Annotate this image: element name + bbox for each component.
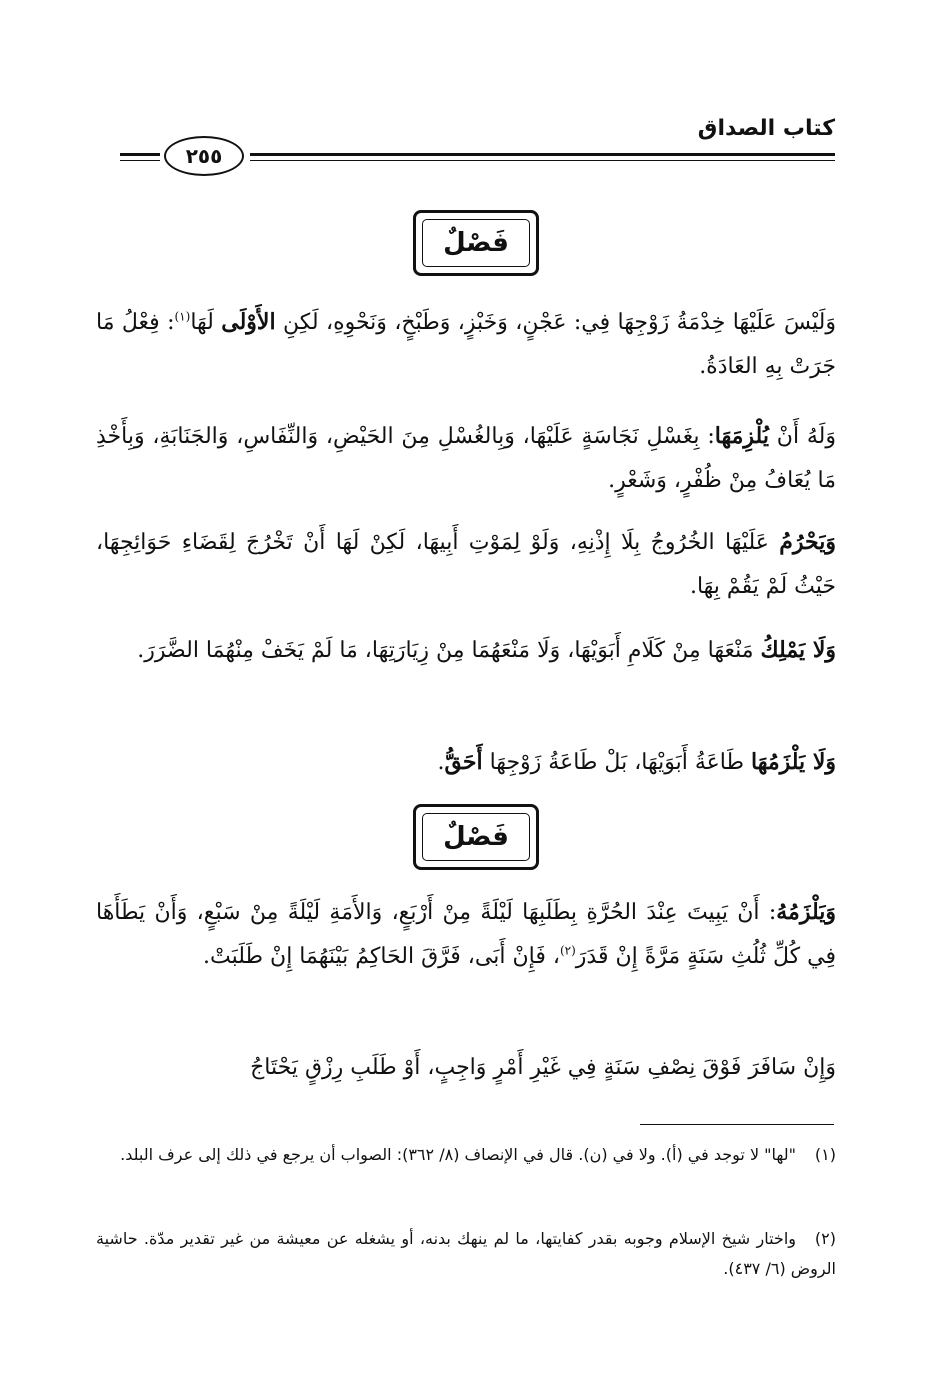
paragraph: [96, 740, 836, 785]
paragraph: [96, 1046, 836, 1090]
page-header: [120, 108, 835, 178]
footnote-ref: (١): [174, 309, 191, 324]
paragraph: [96, 520, 836, 609]
text-run: وَلَهُ أَنْ: [768, 424, 836, 449]
keyword: وَيَحْرُمُ: [779, 529, 836, 555]
section-heading: فَصْلٌ: [443, 822, 509, 852]
header-rule-thick: [250, 153, 835, 156]
section-heading-frame: [413, 210, 539, 276]
text-run: لَهَا: [190, 310, 222, 335]
header-rule-left-thick: [120, 153, 160, 156]
paragraph: [96, 300, 836, 389]
text-run: عَلَيْهَا الخُرُوجُ بِلَا إِذْنِهِ، وَلَوْ لِمَوْتِ أَبِيهَا، لَكِنْ لَهَا أَنْ تَخْرُجَ لِقَضَاءِ حَوَائِجِهَا، حَيْثُ لَمْ يَقُمْ بِهَا.: [96, 530, 836, 599]
footnote-text: واختار شيخ الإسلام وجوبه بقدر كفايتها، ما لم ينهك بدنه، أو يشغله عن معيشة من غير تقدير مدّة. حاشية الروض (٦/ ٤٣٧).: [96, 1229, 836, 1278]
text-run: وَإِنْ سَافَرَ فَوْقَ نِصْفِ سَنَةٍ فِي غَيْرِ أَمْرٍ وَاجِبٍ، أَوْ طَلَبِ رِزْقٍ يَحْتَاجُ: [250, 1055, 836, 1080]
footnote-text: "لها" لا توجد في (أ). ولا في (ن). قال في الإنصاف (٨/ ٣٦٢): الصواب أن يرجع في ذلك إلى عرف البلد.: [120, 1145, 796, 1164]
text-run: : بِغَسْلِ نَجَاسَةٍ عَلَيْهَا، وَبِالغُسْلِ مِنَ الحَيْضِ، وَالنِّفَاسِ، وَالجَنَابَةِ، وَبِأَخْذِ مَا يُعَافُ مِنْ ظُفْرٍ، وَشَعْرٍ.: [96, 424, 836, 493]
text-run: .: [437, 750, 445, 775]
keyword: أَحَقُّ: [444, 749, 483, 775]
text-run: ، فَإِنْ أَبَى، فَرَّقَ الحَاكِمُ بَيْنَهُمَا إِنْ طَلَبَتْ.: [203, 944, 560, 969]
header-rule-thin: [250, 160, 835, 161]
text-run: : فِعْلُ مَا جَرَتْ بِهِ العَادَةُ.: [96, 310, 836, 379]
text-run: مَنْعَهَا مِنْ كَلَامِ أَبَوَيْهَا، وَلَا مَنْعَهُمَا مِنْ زِيَارَتِهَا، مَا لَمْ يَخَفْ مِنْهُمَا الضَّرَرَ.: [137, 638, 761, 663]
keyword: يُلْزِمَهَا: [714, 423, 769, 449]
running-title: كتاب الصداق: [697, 116, 835, 141]
keyword: وَيَلْزَمُهُ: [776, 899, 836, 925]
paragraph: [96, 628, 836, 673]
footnote-number: (١): [814, 1145, 836, 1164]
keyword: الأَوْلَى: [221, 309, 276, 335]
text-run: : أَنْ يَبِيتَ عِنْدَ الحُرَّةِ بِطَلَبِهَا لَيْلَةً مِنْ أَرْبَعٍ، وَالأَمَةِ لَيْلَةً مِنْ سَبْعٍ، وَأَنْ يَطَأَهَا فِي كُلِّ ثُلُثِ سَنَةٍ مَرَّةً إِنْ قَدَرَ: [96, 900, 836, 969]
page-number-badge: [164, 136, 244, 176]
keyword: وَلَا يَمْلِكُ: [760, 637, 836, 663]
footnote: [96, 1224, 836, 1284]
footnote: [96, 1140, 836, 1170]
header-rule-left-thin: [120, 160, 160, 161]
section-heading: فَصْلٌ: [443, 228, 509, 258]
footnote-separator: [640, 1124, 834, 1125]
keyword: وَلَا يَلْزَمُهَا: [750, 749, 836, 775]
text-run: وَلَيْسَ عَلَيْهَا خِدْمَةُ زَوْجِهَا فِي: عَجْنٍ، وَخَبْزٍ، وَطَبْخٍ، وَنَحْوِهِ، لَكِنِ: [283, 310, 837, 335]
page-number: ٢٥٥: [185, 144, 223, 168]
text-run: طَاعَةُ أَبَوَيْهَا، بَلْ طَاعَةُ زَوْجِهَا: [482, 750, 751, 775]
footnote-ref: (٢): [559, 943, 576, 958]
section-heading-frame: [413, 804, 539, 870]
paragraph: [96, 414, 836, 503]
paragraph: [96, 890, 836, 979]
footnote-number: (٢): [814, 1229, 836, 1248]
